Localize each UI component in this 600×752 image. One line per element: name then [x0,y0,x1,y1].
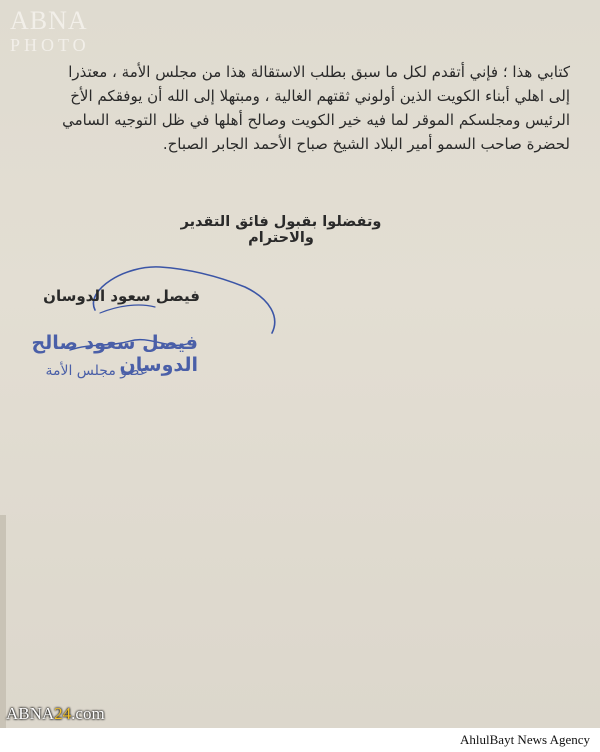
body-line: الرئيس ومجلسكم الموقر لما فيه خير الكويت وصالح أهلها في ظل التوجيه السامي [62,111,570,129]
signatory-name: فيصل سعود الدوسان [43,287,200,305]
site-prefix: ABNA [6,704,55,723]
stamp-title: عضو مجلس الأمة [45,363,148,379]
site-logo [6,704,105,724]
watermark-sub: PHOTO [10,35,90,55]
watermark-main: ABNA [10,6,88,35]
closing-salutation: وتفضلوا بقبول فائق التقدير والاحترام [180,214,382,246]
body-line: لحضرة صاحب السمو أمير البلاد الشيخ صباح الأحمد الجابر الصباح. [162,135,570,153]
site-accent: 24 [54,704,72,723]
paper-shadow [0,515,6,728]
body-line: إلى اهلي أبناء الكويت الذين أولوني ثقتهم الغالية ، ومبتهلا إلى الله أن يوفقكم الأخ [70,87,570,105]
site-suffix: .com [71,704,105,723]
body-line: كتابي هذا ؛ فإني أتقدم لكل ما سبق بطلب الاستقالة هذا من مجلس الأمة ، معتذرا [68,63,570,81]
stamp-name: فيصل سعود صالح الدوسان [31,332,198,376]
letter-body [30,60,570,156]
agency-credit: AhlulBayt News Agency [460,732,590,747]
abna-photo-watermark [10,8,90,54]
